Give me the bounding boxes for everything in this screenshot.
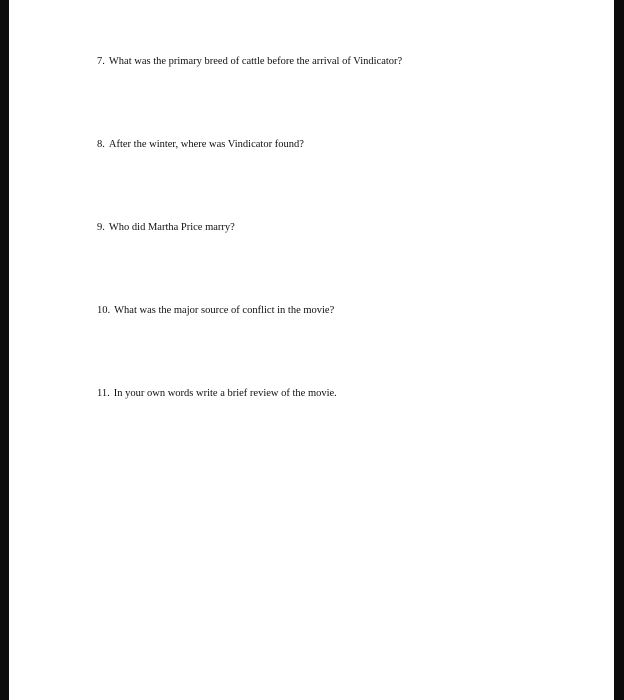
question-7: [97, 55, 402, 68]
question-number: 7.: [97, 56, 105, 67]
question-10: [97, 304, 334, 317]
question-8: [97, 138, 304, 151]
question-number: 9.: [97, 222, 105, 233]
question-text: Who did Martha Price marry?: [108, 222, 235, 233]
left-page-border: [0, 0, 9, 700]
question-text: After the winter, where was Vindicator found?: [108, 139, 304, 150]
question-number: 10.: [97, 305, 111, 316]
question-text: What was the primary breed of cattle before the arrival of Vindicator?: [108, 56, 403, 67]
question-text: In your own words write a brief review of the movie.: [113, 388, 337, 399]
question-number: 11.: [97, 388, 110, 399]
question-text: What was the major source of conflict in the movie?: [114, 305, 335, 316]
right-page-border: [614, 0, 624, 700]
question-9: [97, 221, 235, 234]
question-11: [97, 387, 337, 400]
document-page: [9, 0, 614, 700]
question-number: 8.: [97, 139, 105, 150]
